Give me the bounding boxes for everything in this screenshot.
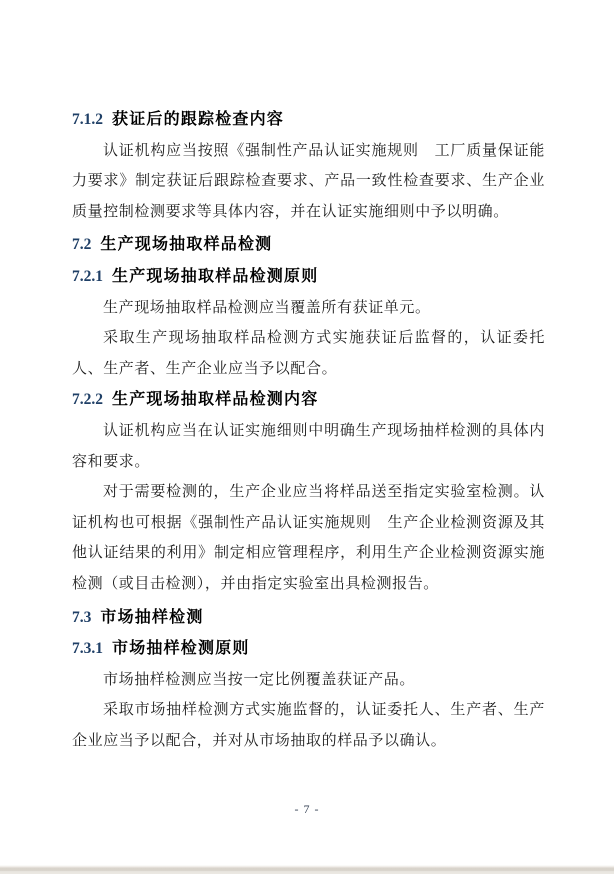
section-heading-7-2-2 bbox=[72, 384, 545, 416]
paragraph: 市场抽样检测应当按一定比例覆盖获证产品。 bbox=[103, 671, 416, 688]
section-title: 生产现场抽取样品检测内容 bbox=[112, 391, 319, 409]
page-bottom-edge bbox=[0, 865, 614, 874]
section-title: 市场抽样检测原则 bbox=[112, 640, 250, 658]
section-title: 生产现场抽取样品检测原则 bbox=[112, 267, 319, 285]
section-number: 7.1.2 bbox=[72, 111, 103, 128]
section-number: 7.2.1 bbox=[72, 267, 103, 285]
paragraph: 采取生产现场抽取样品检测方式实施获证后监督的，认证委托人、生产者、生产企业应当予以配合。 bbox=[72, 330, 545, 377]
section-number: 7.3 bbox=[72, 608, 92, 626]
section-number: 7.3.1 bbox=[72, 640, 103, 658]
paragraph: 对于需要检测的，生产企业应当将样品送至指定实验室检测。认证机构也可根据《强制性产品认证实施规则 生产企业检测资源及其他认证结果的利用》制定相应管理程序，利用生产企业检测资源实施检测（或目击检测），并由指定实验室出具检测报告。 bbox=[72, 484, 545, 592]
document-body bbox=[72, 104, 545, 756]
paragraph: 生产现场抽取样品检测应当覆盖所有获证单元。 bbox=[103, 299, 431, 316]
section-number: 7.2 bbox=[72, 236, 92, 254]
section-heading-7-3-1 bbox=[72, 633, 545, 665]
section-title: 市场抽样检测 bbox=[100, 608, 204, 626]
section-title: 获证后的跟踪检查内容 bbox=[112, 111, 285, 128]
section-title: 生产现场抽取样品检测 bbox=[100, 236, 273, 254]
paragraph: 认证机构应当按照《强制性产品认证实施规则 工厂质量保证能力要求》制定获证后跟踪检查要求、产品一致性检查要求、生产企业质量控制检测要求等具体内容，并在认证实施细则中予以明确。 bbox=[72, 142, 545, 220]
section-heading-7-2-1 bbox=[72, 261, 545, 293]
paragraph: 采取市场抽样检测方式实施监督的，认证委托人、生产者、生产企业应当予以配合，并对从市场抽取的样品予以确认。 bbox=[72, 702, 545, 749]
section-heading-7-2 bbox=[72, 227, 545, 261]
section-heading-7-1-2 bbox=[72, 104, 545, 136]
section-number: 7.2.2 bbox=[72, 391, 103, 409]
page-number: - 7 - bbox=[294, 802, 320, 816]
section-heading-7-3 bbox=[72, 600, 545, 634]
paragraph: 认证机构应当在认证实施细则中明确生产现场抽样检测的具体内容和要求。 bbox=[72, 422, 545, 470]
